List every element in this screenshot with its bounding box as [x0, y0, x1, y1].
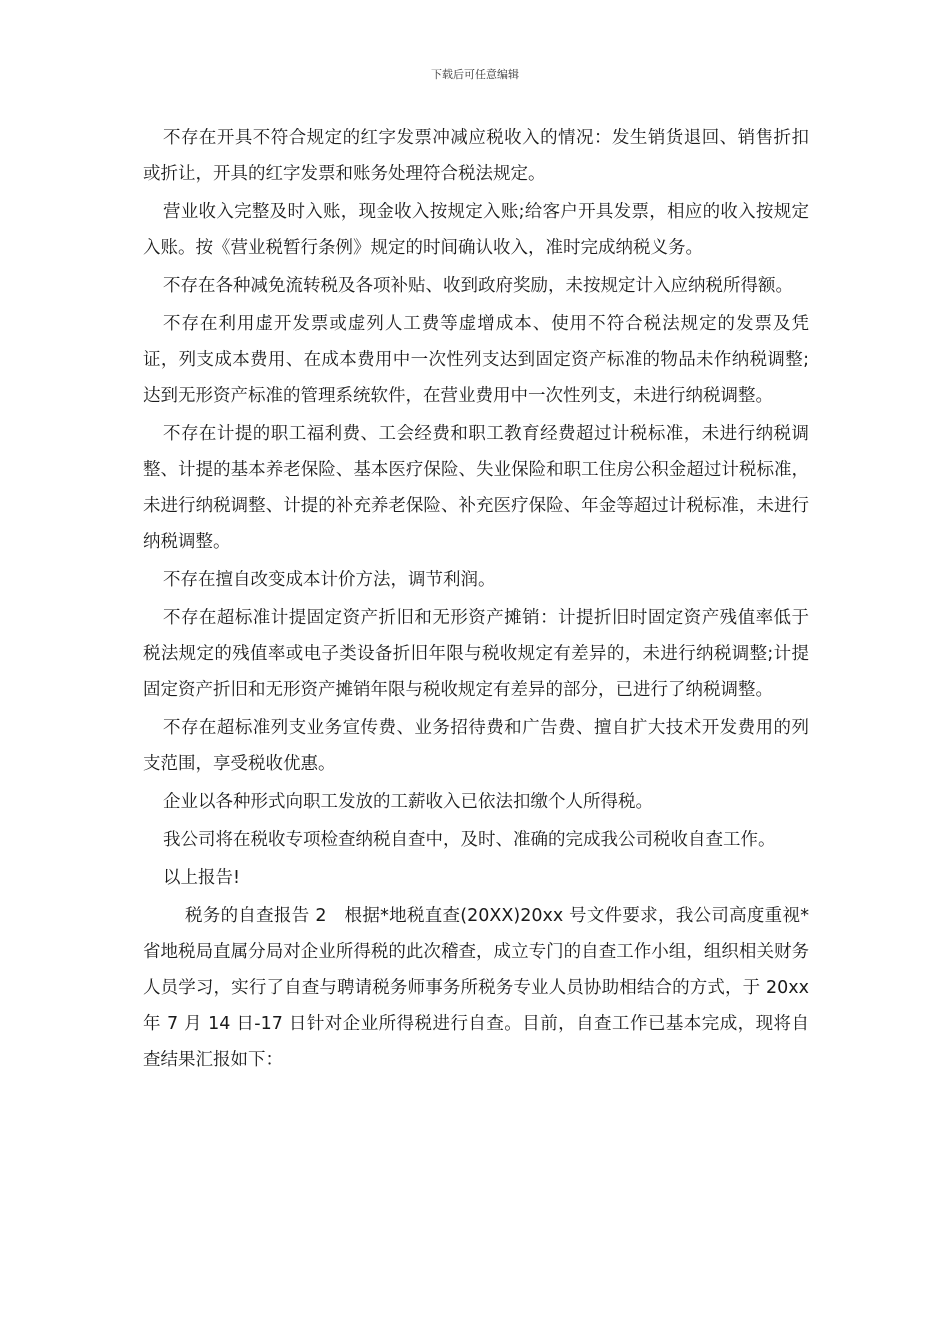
paragraph: 不存在超标准列支业务宣传费、业务招待费和广告费、擅自扩大技术开发费用的列支范围，享受税收优惠。	[143, 718, 809, 774]
paragraph: 税务的自查报告 2 根据*地税直查(20XX)20xx 号文件要求，我公司高度重视*省地税局直属分局对企业所得税的此次稽查，成立专门的自查工作小组，组织相关财务人员学习，实行了自查与聘请税务师事务所税务专业人员协助相结合的方式，于 20xx 年 7 月 14 日-17 日针对企业所得税进行自查。目前，自查工作已基本完成，现将自查结果汇报如下：	[143, 906, 809, 1070]
paragraph: 不存在利用虚开发票或虚列人工费等虚增成本、使用不符合税法规定的发票及凭证，列支成本费用、在成本费用中一次性列支达到固定资产标准的物品未作纳税调整;达到无形资产标准的管理系统软件，在营业费用中一次性列支，未进行纳税调整。	[143, 314, 809, 406]
paragraph: 以上报告!	[163, 868, 241, 888]
page-header: 下载后可任意编辑	[431, 68, 519, 81]
paragraph: 不存在超标准计提固定资产折旧和无形资产摊销：计提折旧时固定资产残值率低于税法规定的残值率或电子类设备折旧年限与税收规定有差异的，未进行纳税调整;计提固定资产折旧和无形资产摊销年限与税收规定有差异的部分，已进行了纳税调整。	[143, 608, 809, 700]
paragraph: 企业以各种形式向职工发放的工薪收入已依法扣缴个人所得税。	[163, 792, 653, 812]
paragraph: 不存在开具不符合规定的红字发票冲减应税收入的情况：发生销货退回、销售折扣或折让，开具的红字发票和账务处理符合税法规定。	[143, 128, 809, 184]
paragraph: 营业收入完整及时入账，现金收入按规定入账;给客户开具发票，相应的收入按规定入账。按《营业税暂行条例》规定的时间确认收入，准时完成纳税义务。	[143, 202, 809, 258]
paragraph: 我公司将在税收专项检查纳税自查中，及时、准确的完成我公司税收自查工作。	[163, 830, 776, 850]
document-body	[143, 120, 809, 1080]
paragraph: 不存在各种减免流转税及各项补贴、收到政府奖励，未按规定计入应纳税所得额。	[163, 276, 793, 296]
paragraph: 不存在擅自改变成本计价方法，调节利润。	[163, 570, 496, 590]
paragraph: 不存在计提的职工福利费、工会经费和职工教育经费超过计税标准，未进行纳税调整、计提的基本养老保险、基本医疗保险、失业保险和职工住房公积金超过计税标准，未进行纳税调整、计提的补充养老保险、补充医疗保险、年金等超过计税标准，未进行纳税调整。	[143, 424, 809, 552]
